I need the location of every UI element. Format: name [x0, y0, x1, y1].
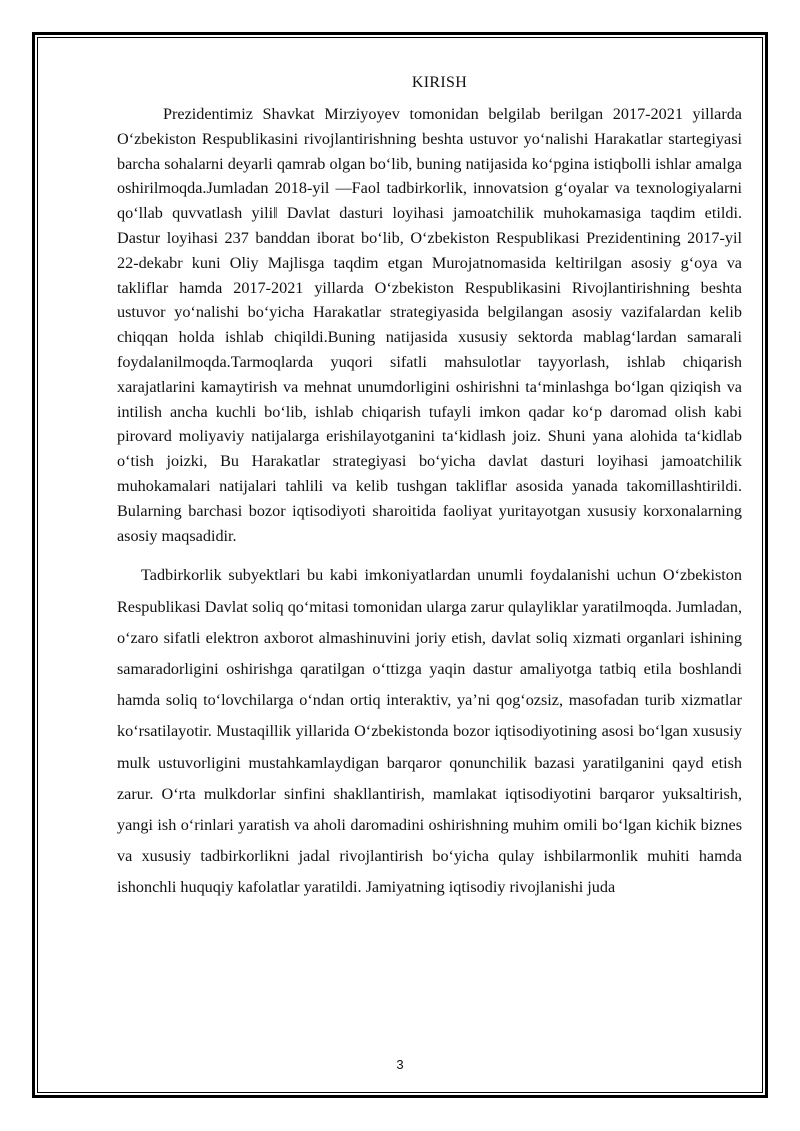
section-title: KIRISH: [411, 74, 468, 91]
page-number: 3: [396, 1057, 404, 1072]
document-body: [117, 74, 742, 904]
paragraph-1: Prezidentimiz Shavkat Mirziyoyev tomonidan belgilab berilgan 2017-2021 yillarda O‘zbekiston Respublikasini rivojlantirishning beshta ustuvor yo‘nalishi Harakatlar startegiyasi barcha sohalarni deyarli qamrab olgan bo‘lib, buning natijasida ko‘pgina istiqbolli ishlar amalga oshirilmoqda.Jumladan 2018-yil —Faol tadbirkorlik, innovatsion g‘oyalar va texnologiyalarni qo‘llab quvvatlash yili‖ Davlat dasturi loyihasi jamoatchilik muhokamasiga taqdim etildi. Dastur loyihasi 237 banddan iborat bo‘lib, O‘zbekiston Respublikasi Prezidentining 2017-yil 22-dekabr kuni Oliy Majlisga taqdim etgan Murojatnomasida keltirilgan asosiy g‘oya va takliflar hamda 2017-2021 yillarda O‘zbekiston Respublikasini Rivojlantirishning beshta ustuvor yo‘nalishi bo‘yicha Harakatlar strategiyasida belgilangan asosiy vazifalardan kelib chiqqan holda ishlab chiqildi.Buning natijasida xususiy sektorda mablag‘lardan samarali foydalanilmoqda.Tarmoqlarda yuqori sifatli mahsulotlar tayyorlash, ishlab chiqarish xarajatlarini kamaytirish va mehnat unumdorligini oshirishni ta‘minlashga bo‘lgan qiziqish va intilish ancha kuchli bo‘lib, ishlab chiqarish tufayli imkon qadar ko‘p daromad olish kabi pirovard moliyaviy natijalarga erishilayotganini ta‘kidlash joiz. Shuni yana alohida ta‘kidlab o‘tish joizki, Bu Harakatlar strategiyasi bo‘yicha davlat dasturi loyihasi jamoatchilik muhokamalari natijalari tahlili va kelib tushgan takliflar asosida yanada takomillashtirildi. Bularning barchasi bozor iqtisodiyoti sharoitida faoliyat yuritayotgan xususiy korxonalarning asosiy maqsadidir.: [117, 105, 742, 545]
paragraph-2: Tadbirkorlik subyektlari bu kabi imkoniyatlardan unumli foydalanishi uchun O‘zbekiston Respublikasi Davlat soliq qo‘mitasi tomonidan ularga zarur qulayliklar yaratilmoqda. Jumladan, o‘zaro sifatli elektron axborot almashinuvini joriy etish, davlat soliq xizmati organlari ishining samaradorligini oshirishga qaratilgan o‘ttizga yaqin dastur amaliyotga tatbiq etila boshlandi hamda soliq to‘lovchilarga o‘ndan ortiq interaktiv, ya’ni qog‘ozsiz, masofadan turib xizmatlar ko‘rsatilayotir. Mustaqillik yillarida O‘zbekistonda bozor iqtisodiyotining asosi bo‘lgan xususiy mulk ustuvorligini mustahkamlaydigan barqaror qonunchilik bazasi yaratilganini qayd etish zarur. O‘rta mulkdorlar sinfini shakllantirish, mamlakat iqtisodiyotini barqaror yuksaltirish, yangi ish o‘rinlari yaratish va aholi daromadini oshirishning muhim omili bo‘lgan kichik biznes va xususiy tadbirkorlikni jadal rivojlantirish bo‘yicha qulay ishbilarmonlik muhiti hamda ishonchli huquqiy kafolatlar yaratildi. Jamiyatning iqtisodiy rivojlanishi juda: [117, 566, 742, 897]
